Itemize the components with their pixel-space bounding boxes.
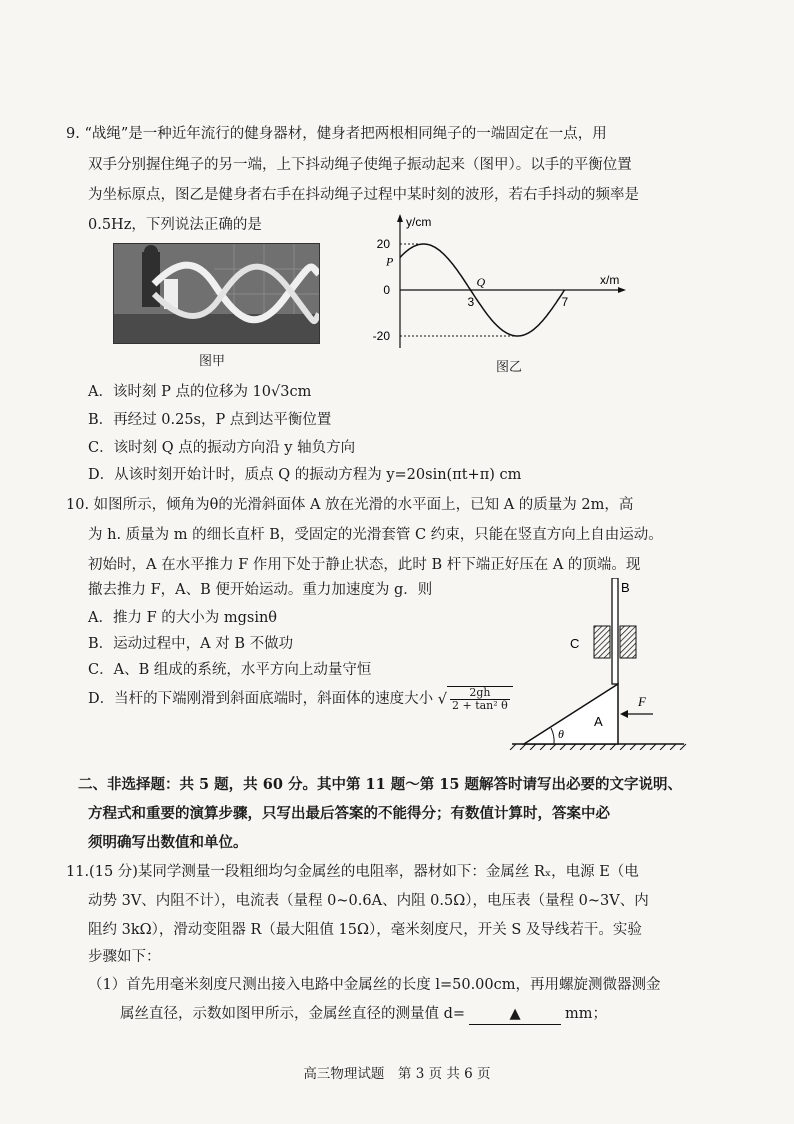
q11-line-1: 11.(15 分)某同学测量一段粗细均匀金属丝的电阻率，器材如下：金属丝 Rₓ，电源 E（电 xyxy=(66,864,639,880)
q11-sub1-text: 属丝直径，示数如图甲所示，金属丝直径的测量值 d= xyxy=(120,1006,466,1022)
sqrt-denominator: 2 + tan² θ xyxy=(451,699,508,712)
x-tick-label: 3 xyxy=(467,295,475,309)
sqrt-numerator: 2gh xyxy=(450,687,510,700)
q9-line-1: 9. “战绳”是一种近年流行的健身器材，健身者把两根相同绳子的一端固定在一点，用 xyxy=(66,126,607,142)
label-f: F xyxy=(638,694,646,709)
section2-line-2: 方程式和重要的演算步骤，只写出最后答案的不能得分；有数值计算时，答案中必 xyxy=(88,805,610,822)
q9-line-3: 为坐标原点，图乙是健身者右手在抖动绳子过程中某时刻的波形，若右手抖动的频率是 xyxy=(88,187,639,203)
sqrt-expression: √ $\frac{2gh}{\text{2 + tan² θ}}$ xyxy=(438,686,513,712)
q10-option-d xyxy=(88,686,513,712)
point-p-label: P xyxy=(386,254,394,269)
x-axis-arrow xyxy=(618,287,626,293)
x-axis-label: x/m xyxy=(600,273,620,287)
q9-option-c: C．该时刻 Q 点的振动方向沿 y 轴负方向 xyxy=(88,440,356,456)
q11-sub1-unit: mm； xyxy=(565,1006,608,1022)
q9-option-a: A．该时刻 P 点的位移为 10√3cm xyxy=(88,384,312,400)
answer-blank[interactable]: ▲ xyxy=(469,1004,561,1025)
q10-option-a: A．推力 F 的大小为 mgsinθ xyxy=(88,610,278,626)
label-b: B xyxy=(621,580,630,595)
y-tick-label: -20 xyxy=(372,329,390,343)
q10-option-c: C．A、B 组成的系统，水平方向上动量守恒 xyxy=(88,662,372,678)
q10-option-b: B．运动过程中，A 对 B 不做功 xyxy=(88,636,294,652)
q11-line-4: 步骤如下： xyxy=(88,949,161,965)
q10-line-4: 撤去推力 F，A、B 便开始运动。重力加速度为 g．则 xyxy=(88,582,433,598)
q11-sub1-line-2 xyxy=(120,1004,607,1025)
q9-line-4: 0.5Hz，下列说法正确的是 xyxy=(88,217,262,233)
label-theta: θ xyxy=(558,727,564,741)
section2-line-3: 须明确写出数值和单位。 xyxy=(88,834,248,851)
q9-option-d: D．从该时刻开始计时，质点 Q 的振动方程为 y=20sin(πt+π) cm xyxy=(88,467,522,483)
y-axis-arrow xyxy=(397,214,403,222)
q11-line-2: 动势 3V、内阻不计），电流表（量程 0~0.6A、内阻 0.5Ω），电压表（量程 0~3V、内 xyxy=(88,893,649,909)
fig-jia-caption: 图甲 xyxy=(199,354,226,369)
q10-line-1: 10. 如图所示，倾角为θ的光滑斜面体 A 放在光滑的水平面上，已知 A 的质量为 2m，高 xyxy=(66,497,634,513)
q10-option-d-text: D．当杆的下端刚滑到斜面底端时，斜面体的速度大小 xyxy=(88,691,434,707)
battle-rope-photo xyxy=(113,243,320,344)
y-tick-label: 20 xyxy=(376,237,390,251)
q9-line-2: 双手分别握住绳子的另一端，上下抖动绳子使绳子振动起来（图甲）。以手的平衡位置 xyxy=(88,157,632,173)
q10-line-3: 初始时，A 在水平推力 F 作用下处于静止状态，此时 B 杆下端正好压在 A 的顶端。现 xyxy=(88,557,641,573)
q11-line-3: 阻约 3kΩ），滑动变阻器 R（最大阻值 15Ω），毫米刻度尺，开关 S 及导线若干。实验 xyxy=(88,922,642,938)
label-a: A xyxy=(594,714,603,729)
wave-chart xyxy=(362,208,632,356)
label-c: C xyxy=(570,636,580,651)
q11-sub1-line-1: （1）首先用毫米刻度尺测出接入电路中金属丝的长度 l=50.00cm，再用螺旋测微器测金 xyxy=(88,977,661,993)
section2-line-1: 二、非选择题：共 5 题，共 60 分。其中第 11 题～第 15 题解答时请写出必要的文字说明、 xyxy=(78,776,683,793)
point-q-label: Q xyxy=(476,275,486,289)
incline-figure xyxy=(508,578,688,750)
y-axis-label: y/cm xyxy=(406,215,432,229)
x-tick-label: 7 xyxy=(561,295,569,309)
page-footer: 高三物理试题 第 3 页 共 6 页 xyxy=(303,1066,491,1082)
q10-line-2: 为 h. 质量为 m 的细长直杆 B，受固定的光滑套管 C 约束，只能在竖直方向上自由运动。 xyxy=(88,527,663,543)
q9-option-b: B．再经过 0.25s，P 点到达平衡位置 xyxy=(88,412,332,428)
y-tick-label: 0 xyxy=(383,283,390,297)
fig-yi-caption: 图乙 xyxy=(496,360,523,375)
